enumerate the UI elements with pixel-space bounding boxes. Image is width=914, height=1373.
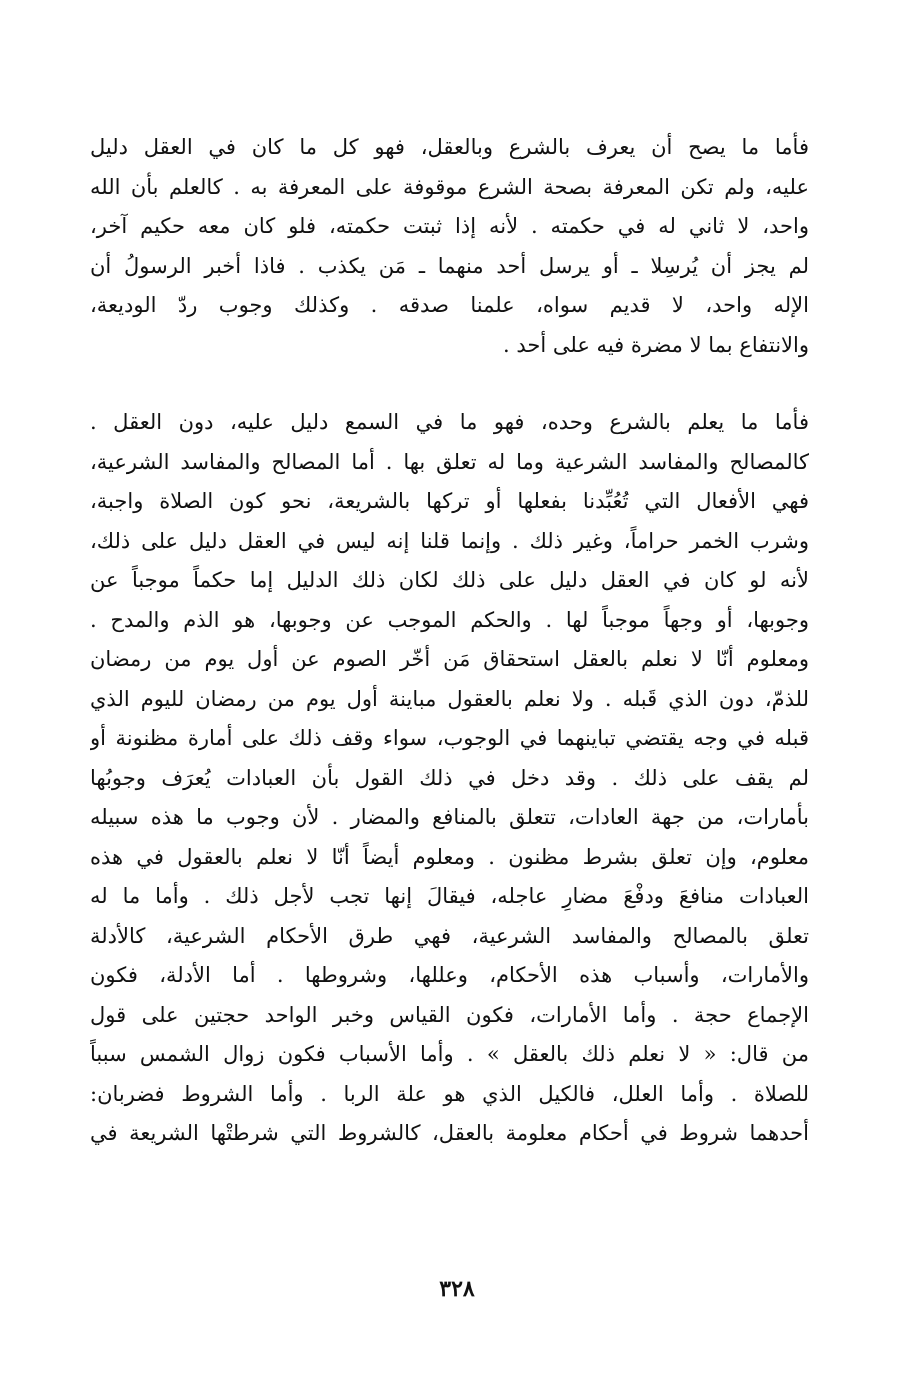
text-line: معلوم، وإن تعلق بشرط مظنون . ومعلوم أيضاً أنّا لا نعلم بالعقول في هذه — [90, 844, 809, 869]
text-line: قبله في وجه يقتضي تباينهما في الوجوب، سواء وقف ذلك على أمارة مظنونة أو — [90, 726, 809, 750]
text-line: وجوبها، أو وجهاً موجباً لها . والحكم الموجب عن وجوبها، هو الذم والمدح . — [90, 607, 809, 632]
text-line: واحد، لا ثاني له في حكمته . لأنه إذا ثبتت حكمته، فلو كان معه حكيم آخر، — [90, 214, 809, 238]
page-number: ٣٢٨ — [439, 1276, 475, 1302]
text-line: كالمصالح والمفاسد الشرعية وما له تعلق بها . أما المصالح والمفاسد الشرعية، — [90, 449, 809, 474]
text-line: الإله واحد، لا قديم سواه، علمنا صدقه . وكذلك وجوب ردّ الوديعة، — [90, 293, 809, 317]
text-line: للذمّ، دون الذي قَبله . ولا نعلم بالعقول مباينة أول يوم من رمضان لليوم الذي — [90, 686, 809, 711]
text-line: العبادات منافعَ ودفْعَ مضارِ عاجله، فيقالَ إنها تجب لأجل ذلك . وأما ما له — [90, 884, 809, 908]
text-line: فأما ما يعلم بالشرع وحده، فهو ما في السمع دليل عليه، دون العقل . — [90, 410, 809, 434]
paragraph-2 — [90, 403, 809, 1154]
text-line: ومعلوم أنّا لا نعلم بالعقل استحقاق مَن أخّر الصوم عن أول يوم من رمضان — [90, 647, 809, 671]
text-line: لأنه لو كان في العقل دليل على ذلك لكان ذلك الدليل إما حكماً موجباً عن — [90, 568, 809, 592]
text-line: بأمارات، من جهة العادات، تتعلق بالمنافع والمضار . لأن وجوب ما هذه سبيله — [90, 805, 809, 829]
paragraph-1 — [90, 128, 809, 365]
text-line: للصلاة . وأما العلل، فالكيل الذي هو علة الربا . وأما الشروط فضربان: — [90, 1081, 809, 1106]
text-line: لم يجز أن يُرسِلا ـ أو يرسل أحد منهما ـ مَن يكذب . فاذا أخبر الرسولُ أن — [90, 253, 809, 278]
text-line: فأما ما يصح أن يعرف بالشرع وبالعقل، فهو كل ما كان في العقل دليل — [90, 135, 809, 159]
text-line: من قال: « لا نعلم ذلك بالعقل » . وأما الأسباب فكون زوال الشمس سبباً — [90, 1042, 809, 1066]
text-line: والأمارات، وأسباب هذه الأحكام، وعللها، وشروطها . أما الأدلة، فكون — [90, 963, 809, 987]
text-line: فهي الأفعال التي تُعُبِّدنا بفعلها أو تركها بالشريعة، نحو كون الصلاة واجبة، — [90, 489, 809, 513]
text-line: عليه، ولم تكن المعرفة بصحة الشرع موقوفة على المعرفة به . كالعلم بأن الله — [90, 174, 809, 199]
text-line: أحدهما شروط في أحكام معلومة بالعقل، كالشروط التي شرطتْها الشريعة في — [90, 1121, 809, 1145]
text-line: تعلق بالمصالح والمفاسد الشرعية، فهي طرق الأحكام الشرعية، كالأدلة — [90, 923, 809, 948]
text-line: الإجماع حجة . وأما الأمارات، فكون القياس وخبر الواحد حجتين على قول — [90, 1002, 809, 1027]
text-line: لم يقف على ذلك . وقد دخل في ذلك القول بأن العبادات يُعرَف وجوبُها — [90, 765, 809, 790]
text-line: وشرب الخمر حراماً، وغير ذلك . وإنما قلنا إنه ليس في العقل دليل على ذلك، — [90, 528, 809, 553]
text-line: والانتفاع بما لا مضرة فيه على أحد . — [503, 332, 809, 357]
